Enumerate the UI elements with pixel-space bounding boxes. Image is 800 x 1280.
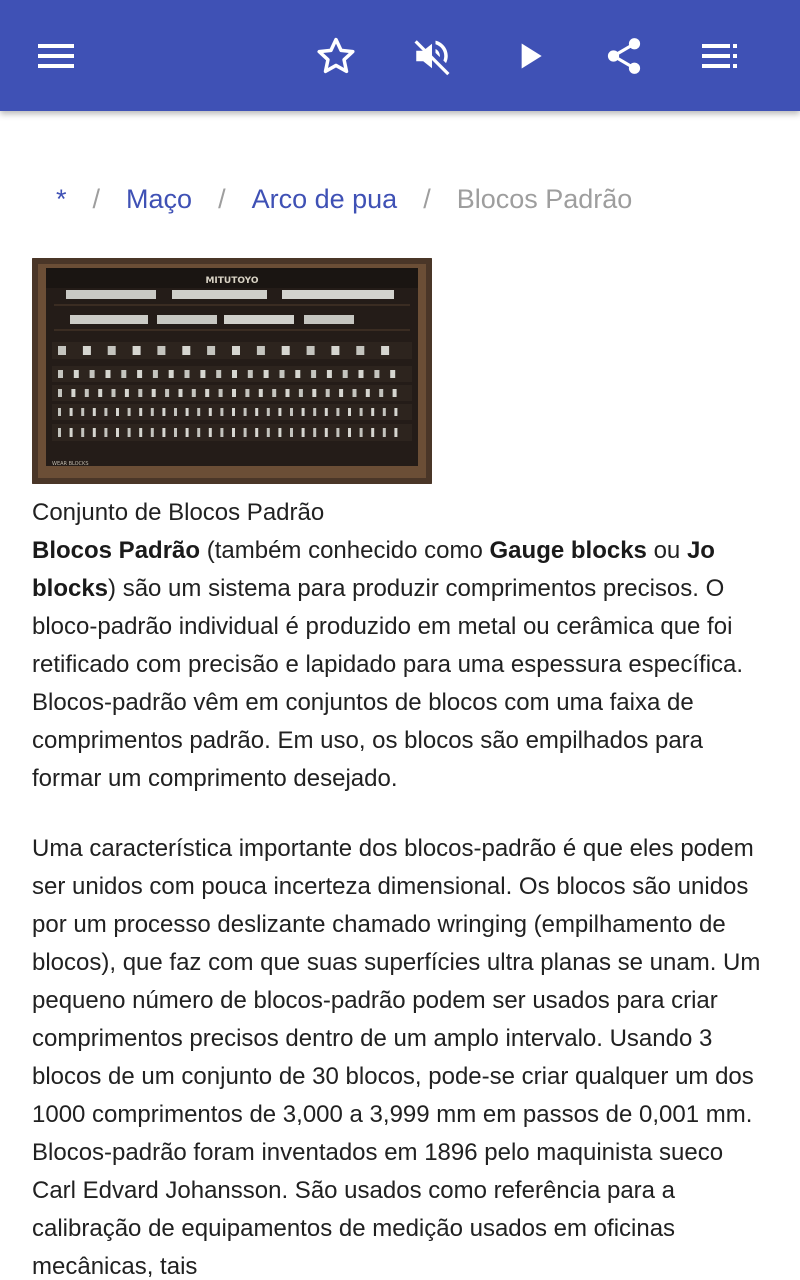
volume-off-icon (411, 35, 453, 77)
gauge-block (112, 389, 116, 397)
gauge-block (307, 346, 315, 355)
article-body (32, 532, 772, 1280)
gauge-block (331, 346, 339, 355)
gauge-block (121, 370, 126, 378)
gauge-block (205, 389, 209, 397)
gauge-block (374, 370, 379, 378)
gauge-block-set-illustration (32, 258, 432, 484)
gauge-block (169, 370, 174, 378)
gauge-block (90, 370, 95, 378)
gauge-block (325, 408, 328, 416)
gauge-block (360, 408, 363, 416)
gauge-block (216, 370, 221, 378)
gauge-block (162, 428, 165, 437)
gauge-block (152, 389, 156, 397)
gauge-block (257, 346, 265, 355)
gauge-block (106, 370, 111, 378)
gauge-block (295, 370, 300, 378)
share-icon (603, 35, 645, 77)
breadcrumb-item-maco[interactable]: Maço (126, 184, 193, 214)
menu-button[interactable] (8, 0, 104, 111)
gauge-block (182, 346, 190, 355)
gauge-block (139, 408, 142, 416)
image-caption: Conjunto de Blocos Padrão (32, 499, 325, 526)
gauge-block (186, 428, 189, 437)
gauge-blocks-row (52, 366, 412, 382)
hamburger-menu-icon (36, 41, 76, 71)
gauge-block (360, 428, 363, 437)
gauge-block (70, 408, 73, 416)
gauge-block (104, 408, 107, 416)
gauge-block (244, 428, 247, 437)
gauge-block (255, 428, 258, 437)
gauge-block (58, 370, 63, 378)
mute-button[interactable] (384, 0, 480, 111)
gauge-block (220, 408, 223, 416)
term-bold: Blocos Padrão (32, 537, 201, 564)
gauge-block (153, 370, 158, 378)
gauge-block (339, 389, 343, 397)
breadcrumb-separator: / (92, 184, 101, 214)
gauge-block (197, 428, 200, 437)
gauge-block (207, 346, 215, 355)
gauge-block (58, 389, 62, 397)
gauge-block (244, 408, 247, 416)
gauge-block (83, 346, 91, 355)
gauge-block (381, 346, 389, 355)
favorite-button[interactable] (288, 0, 384, 111)
gauge-block (326, 389, 330, 397)
gauge-block (278, 408, 281, 416)
gauge-block (267, 408, 270, 416)
gauge-block (232, 389, 236, 397)
gauge-block (108, 346, 116, 355)
gauge-block (311, 370, 316, 378)
gauge-block (232, 428, 235, 437)
gauge-block (280, 370, 285, 378)
gauge-block (394, 428, 397, 437)
gauge-block (137, 370, 142, 378)
contents-button[interactable] (672, 0, 768, 111)
alt-term-bold: Jo blocks (32, 537, 715, 602)
gauge-block (272, 389, 276, 397)
app-bar (0, 0, 800, 111)
tray-label: WEAR BLOCKS (52, 461, 89, 467)
gauge-blocks-row (52, 342, 412, 359)
gauge-block (98, 389, 102, 397)
gauge-block (379, 389, 383, 397)
gauge-block (128, 408, 131, 416)
gauge-block (58, 408, 61, 416)
breadcrumb-separator: / (218, 184, 226, 214)
gauge-block (125, 389, 129, 397)
gauge-block (348, 408, 351, 416)
play-button[interactable] (482, 0, 578, 111)
gauge-block (133, 346, 141, 355)
star-outline-icon (315, 35, 357, 77)
gauge-blocks-row (52, 404, 412, 420)
gauge-block (383, 408, 386, 416)
gauge-blocks-row (52, 424, 412, 441)
table-of-contents-icon (700, 41, 740, 71)
gauge-block (267, 428, 270, 437)
paragraph-2: Uma característica importante dos blocos-padrão é que eles podem ser unidos com pouca incerteza dimensional. Os blocos são unidos por um processo deslizante chamado wringing (empilhamento de blocos), que faz com que suas superfícies ultra planas se unam. Um pequeno número de blocos-padrão podem ser usados para criar comprimentos precisos dentro de um amplo intervalo. Usando 3 blocos de um conjunto de 30 blocos, pode-se criar qualquer um dos 1000 comprimentos de 3,000 a 3,999 mm em passos de 0,001 mm. Blocos-padrão foram inventados em 1896 pelo maquinista sueco Carl Edvard Johansson. São usados como referência para a calibração de equipamentos de medição usados em oficinas mecânicas, tais (32, 835, 761, 1280)
gauge-block (157, 346, 165, 355)
gauge-block (93, 428, 96, 437)
gauge-block (74, 370, 79, 378)
gauge-block (139, 428, 142, 437)
gauge-block (394, 408, 397, 416)
gauge-block (299, 389, 303, 397)
gauge-block (371, 408, 374, 416)
gauge-block (393, 389, 397, 397)
gauge-block (343, 370, 348, 378)
gauge-block (290, 428, 293, 437)
gauge-block-set-image[interactable] (32, 258, 432, 484)
gauge-block (219, 389, 223, 397)
gauge-block (151, 408, 154, 416)
gauge-block (313, 428, 316, 437)
breadcrumb-separator: / (423, 184, 431, 214)
gauge-block (371, 428, 374, 437)
gauge-block (366, 389, 370, 397)
gauge-block (383, 428, 386, 437)
gauge-block (325, 428, 328, 437)
gauge-block (220, 428, 223, 437)
gauge-block (200, 370, 205, 378)
gauge-block (81, 408, 84, 416)
gauge-block (186, 408, 189, 416)
gauge-block (278, 428, 281, 437)
gauge-block (302, 428, 305, 437)
gauge-block (116, 408, 119, 416)
gauge-block (390, 370, 395, 378)
breadcrumb-current: Blocos Padrão (456, 184, 633, 214)
gauge-block (85, 389, 89, 397)
gauge-block (116, 428, 119, 437)
gauge-block (353, 389, 357, 397)
breadcrumb-item-arco-de-pua[interactable]: Arco de pua (251, 184, 398, 214)
gauge-block (359, 370, 364, 378)
gauge-block (162, 408, 165, 416)
gauge-block (165, 389, 169, 397)
gauge-block (290, 408, 293, 416)
gauge-blocks-row (52, 385, 412, 401)
gauge-block (232, 370, 237, 378)
share-button[interactable] (576, 0, 672, 111)
breadcrumb (32, 179, 772, 219)
gauge-block (259, 389, 263, 397)
gauge-block (104, 428, 107, 437)
gauge-block (209, 408, 212, 416)
gauge-block (179, 389, 183, 397)
gauge-block (209, 428, 212, 437)
gauge-block (151, 428, 154, 437)
gauge-block (286, 389, 290, 397)
gauge-block (255, 408, 258, 416)
paragraph-1: Blocos Padrão (também conhecido como Gauge blocks ou Jo blocks) são um sistema para produzir comprimentos precisos. O bloco-padrão individual é produzido em metal ou cerâmica que foi retificado com precisão e lapidado para uma espessura específica. Blocos-padrão vêm em conjuntos de blocos com uma faixa de comprimentos padrão. Em uso, os blocos são empilhados para formar um comprimento desejado. (32, 537, 744, 792)
gauge-block (58, 346, 66, 355)
gauge-block (348, 428, 351, 437)
gauge-block (327, 370, 332, 378)
gauge-block (232, 346, 240, 355)
gauge-block (174, 428, 177, 437)
gauge-block (264, 370, 269, 378)
gauge-block (197, 408, 200, 416)
gauge-block (248, 370, 253, 378)
gauge-block (336, 428, 339, 437)
gauge-block (185, 370, 190, 378)
gauge-block (313, 408, 316, 416)
brand-label: MITUTOYO (205, 276, 259, 286)
gauge-block (245, 389, 249, 397)
play-icon (510, 36, 550, 76)
gauge-block (356, 346, 364, 355)
alt-term-bold: Gauge blocks (489, 537, 647, 564)
gauge-block (302, 408, 305, 416)
gauge-block (71, 389, 75, 397)
gauge-block (336, 408, 339, 416)
gauge-block (282, 346, 290, 355)
gauge-block (192, 389, 196, 397)
gauge-block (58, 428, 61, 437)
breadcrumb-item-home[interactable]: * (56, 184, 67, 214)
article-content (0, 111, 800, 1280)
gauge-block (70, 428, 73, 437)
gauge-block (128, 428, 131, 437)
gauge-block (81, 428, 84, 437)
gauge-block (138, 389, 142, 397)
gauge-block (93, 408, 96, 416)
gauge-block (232, 408, 235, 416)
gauge-block (174, 408, 177, 416)
gauge-block (312, 389, 316, 397)
